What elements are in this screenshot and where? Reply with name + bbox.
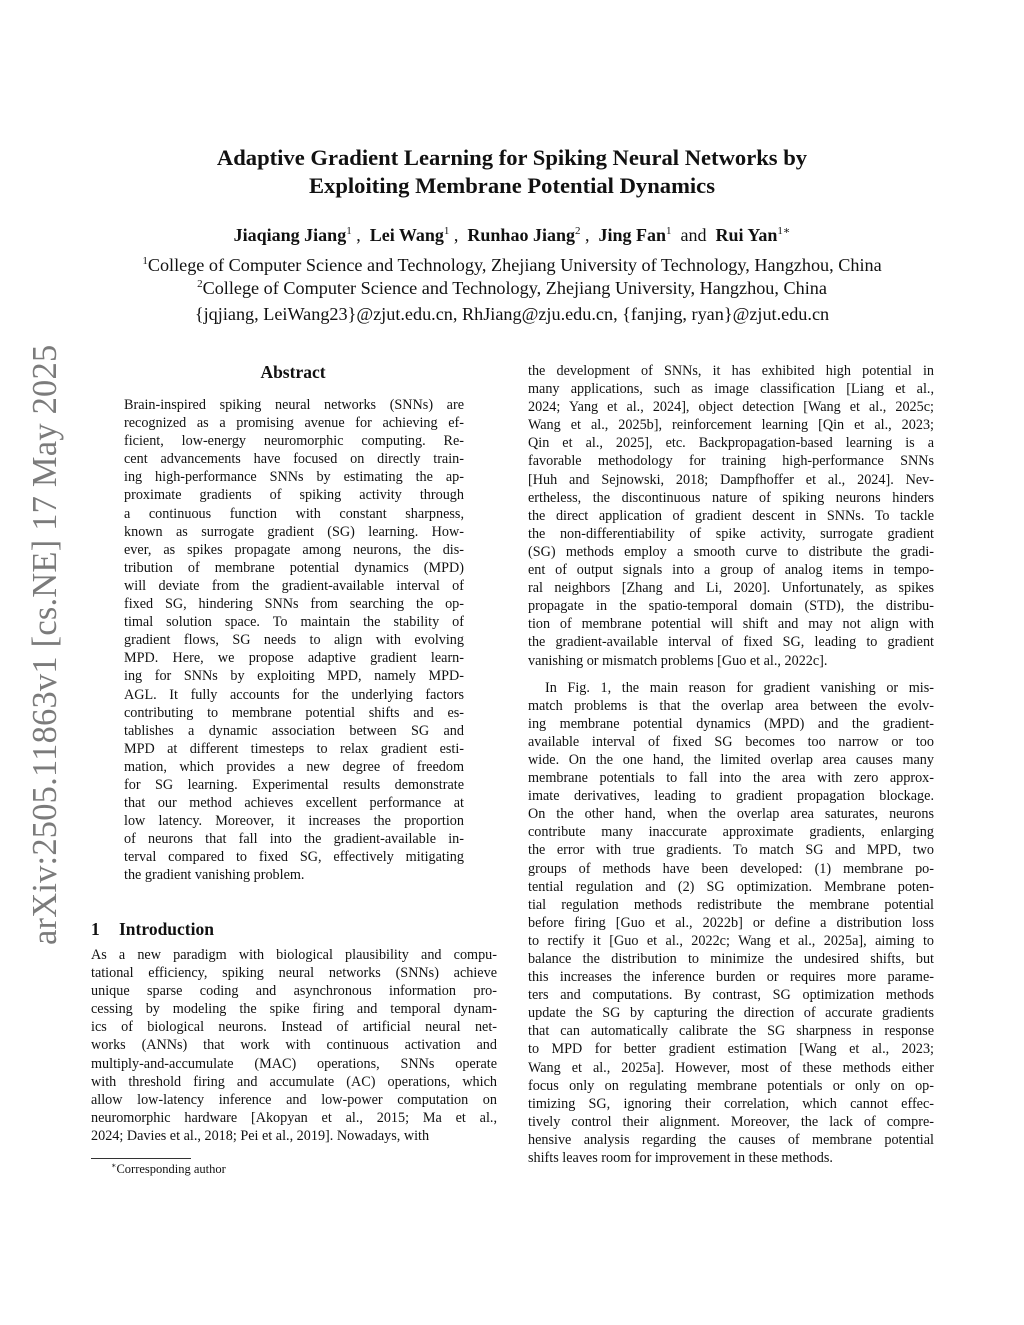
- text-line: Brain-inspired spiking neural networks (SNNs) are: [124, 397, 464, 413]
- text-line: this increases the inference burden or requires more parame-: [528, 969, 934, 986]
- footnote-mark: ∗: [111, 1161, 117, 1170]
- affiliation-mark: 1: [142, 255, 148, 267]
- paper-title: [140, 144, 884, 200]
- affiliation-1: [80, 254, 944, 277]
- text-line: that our method achieves excellent performance at: [124, 795, 464, 812]
- text-line: the development of SNNs, it has exhibited high potential in: [528, 363, 934, 379]
- text-line: gradient flows, SG needs to align with evolving: [124, 632, 464, 649]
- text-line: In Fig. 1, the main reason for gradient vanishing or mis-: [545, 679, 934, 696]
- text-line: MPD at different timesteps to relax gradient esti-: [124, 740, 464, 757]
- text-line: terval compared to fixed SG, effectively mitigating: [124, 849, 464, 866]
- text-line: timal solution space. To maintain the stability of: [124, 614, 464, 631]
- text-line: low latency. Moreover, it increases the proportion: [124, 813, 464, 830]
- author-affiliation-mark: 1: [443, 225, 450, 237]
- text-line: allow low-latency inference and low-power computation on: [91, 1091, 497, 1108]
- text-line: tribution of membrane potential dynamics (MPD): [124, 559, 464, 576]
- section-title: Introduction: [119, 919, 214, 939]
- text-line: before firing [Guo et al., 2022b] or define a distribution loss: [528, 914, 934, 931]
- text-line: On the other hand, when the overlap area saturates, neurons: [528, 806, 934, 823]
- affiliation-text: College of Computer Science and Technology, Zhejiang University of Technology, Hangzhou, China: [147, 255, 882, 275]
- text-line: available interval of fixed SG becomes too narrow or too: [528, 733, 934, 750]
- text-line: of neurons that fall into the gradient-available in-: [124, 831, 464, 848]
- author-name: Lei Wang: [369, 225, 444, 245]
- text-line: AGL. It fully accounts for the underlying factors: [124, 686, 464, 703]
- text-line: ever, as spikes propagate among neurons, the dis-: [124, 541, 464, 558]
- author-name: Jiaqiang Jiang: [233, 225, 347, 245]
- text-line: known as surrogate gradient (SG) learning. How-: [124, 523, 464, 540]
- text-line: to rectify it [Guo et al., 2022c; Wang et al., 2025a], aiming to: [528, 932, 934, 949]
- text-line: many applications, such as image classification [Liang et al.,: [528, 381, 934, 398]
- text-line: ing for SNNs by exploiting MPD, namely MPD-: [124, 668, 464, 685]
- text-line: for SG learning. Experimental results demonstrate: [124, 776, 464, 793]
- text-line: cent advancements have focused on directly train-: [124, 451, 464, 468]
- author-affiliation-mark: 1: [665, 225, 672, 237]
- text-line: [Huh and Sejnowski, 2018; Dampfhoffer et al., 2024]. Nev-: [528, 471, 934, 488]
- text-line: the error with true gradients. To match SG and MPD, two: [528, 842, 934, 859]
- introduction-paragraph: [91, 946, 497, 1145]
- text-line: the gradient-available interval of fixed SG, leading to gradient: [528, 634, 934, 651]
- footnote-text: Corresponding author: [116, 1162, 226, 1176]
- footnote-rule: [91, 1158, 191, 1159]
- text-line: update the SG by capturing the direction of accurate gradients: [528, 1005, 934, 1022]
- text-line: match problems is that the overlap area between the evolv-: [528, 697, 934, 714]
- text-line: the direct application of gradient descent in SNNs. To tackle: [528, 507, 934, 524]
- text-line: Wang et al., 2025b], reinforcement learning [Qin et al., 2023;: [528, 417, 934, 434]
- paper-title-line-2: Exploiting Membrane Potential Dynamics: [308, 173, 716, 198]
- footnote: [111, 1161, 226, 1177]
- author-name: Runhao Jiang: [467, 225, 575, 245]
- author-name: Rui Yan: [715, 225, 778, 245]
- text-line: vanishing or mismatch problems [Guo et al., 2022c].: [528, 652, 828, 669]
- text-line: multiply-and-accumulate (MAC) operations, SNNs operate: [91, 1055, 497, 1072]
- arxiv-identifier-stamp: arXiv:2505.11863v1 [cs.NE] 17 May 2025: [26, 344, 64, 946]
- text-line: Qin et al., 2025], etc. Backpropagation-based learning is a: [528, 435, 934, 452]
- paragraph-spacer: [528, 670, 934, 679]
- text-line: Wang et al., 2025a]. However, most of these methods either: [528, 1059, 934, 1076]
- abstract-heading: Abstract: [260, 362, 326, 382]
- text-line: shifts leaves room for improvement in these methods.: [528, 1150, 833, 1167]
- text-line: ent of output signals into a group of analog items in tempo-: [528, 562, 934, 579]
- text-line: focus only on regulating membrane potentials or only on op-: [528, 1077, 934, 1094]
- text-line: ficient, low-energy neuromorphic computing. Re-: [124, 433, 464, 450]
- text-line: unique sparse coding and asynchronous information pro-: [91, 983, 497, 1000]
- author-affiliation-mark: 2: [574, 225, 581, 237]
- affiliation-2: [80, 277, 944, 300]
- text-line: tion of membrane potential will shift and may not align with: [528, 616, 934, 633]
- text-line: (SG) methods employ a smooth curve to distribute the gradi-: [528, 543, 934, 560]
- text-line: fixed SG, hindering SNNs from searching the op-: [124, 596, 464, 613]
- text-line: 2024; Davies et al., 2018; Pei et al., 2019]. Nowadays, with: [91, 1127, 430, 1144]
- text-line: neuromorphic hardware [Akopyan et al., 2015; Ma et al.,: [91, 1109, 497, 1126]
- text-line: ing membrane potential dynamics (MPD) and the gradient-: [528, 715, 934, 732]
- text-line: ertheless, the discontinuous nature of spiking neurons hinders: [528, 489, 934, 506]
- right-column-paragraph-1: [528, 362, 934, 670]
- section-heading-introduction: [91, 917, 214, 941]
- text-line: proximate gradients of spiking activity through: [124, 487, 464, 504]
- text-line: tial regulation methods redistribute the membrane potential: [528, 896, 934, 913]
- text-line: groups of methods have been developed: (1) membrane po-: [528, 860, 934, 877]
- affiliation-text: College of Computer Science and Technology, Zhejiang University, Hangzhou, China: [202, 278, 827, 298]
- author-affiliation-mark: 1: [346, 225, 352, 237]
- text-line: ral neighbors [Zhang and Li, 2020]. Unfortunately, as spikes: [528, 580, 934, 597]
- text-line: timizing SG, ignoring their correlation, which cannot effec-: [528, 1095, 934, 1112]
- text-line: contributing to membrane potential shifts and es-: [124, 704, 464, 721]
- text-line: the non-differentiability of spike activity, surrogate gradient: [528, 525, 934, 542]
- text-line: cessing by modeling the spike firing and temporal dynam-: [91, 1001, 497, 1018]
- text-line: to MPD for better gradient estimation [Wang et al., 2023;: [528, 1041, 934, 1058]
- text-line: works (ANNs) that work with continuous activation and: [91, 1037, 497, 1054]
- text-line: membrane potentials to fall into the area with zero approx-: [528, 770, 934, 787]
- text-line: tablishes a dynamic association between SG and: [124, 722, 464, 739]
- text-line: hensive analysis regarding the causes of membrane potential: [528, 1131, 934, 1148]
- text-line: favorable methodology for training high-performance SNNs: [528, 453, 934, 470]
- text-line: a continuous function with constant sharpness,: [124, 505, 464, 522]
- text-line: 2024; Yang et al., 2024], object detection [Wang et al., 2025c;: [528, 399, 934, 416]
- text-line: recognized as a promising avenue for achieving ef-: [124, 415, 464, 432]
- abstract-body: [124, 396, 464, 885]
- text-line: with threshold firing and accumulate (AC) operations, which: [91, 1073, 497, 1090]
- text-line: contribute many inaccurate approximate gradients, enlarging: [528, 824, 934, 841]
- text-line: tational efficiency, spiking neural networks (SNNs) achieve: [91, 965, 497, 982]
- text-line: MPD. Here, we propose adaptive gradient learn-: [124, 650, 464, 667]
- text-line: will deviate from the gradient-available interval of: [124, 577, 464, 594]
- author-emails: {jqjiang, LeiWang23}@zjut.edu.cn, RhJiang@zju.edu.cn, {fanjing, ryan}@zjut.edu.cn: [194, 304, 830, 324]
- text-line: wide. On the one hand, the limited overlap area causes many: [528, 751, 934, 768]
- author-affiliation-mark: 1∗: [777, 225, 791, 237]
- right-column-paragraph-2: [528, 679, 934, 1168]
- author-connector: and: [680, 225, 707, 245]
- text-line: propagate in the spatio-temporal domain (STD), the distribu-: [528, 598, 934, 615]
- text-line: ters and computations. By contrast, SG optimization methods: [528, 987, 934, 1004]
- text-line: mation, which provides a new degree of freedom: [124, 758, 464, 775]
- text-line: ics of biological neurons. Instead of artificial neural net-: [91, 1019, 497, 1036]
- text-line: ing high-performance SNNs by estimating the ap-: [124, 469, 464, 486]
- text-line: tively control their alignment. Moreover, the lack of compre-: [528, 1113, 934, 1130]
- text-line: the gradient vanishing problem.: [124, 867, 305, 884]
- right-column-text: [528, 362, 934, 1167]
- section-number: 1: [91, 919, 100, 939]
- text-line: imate derivatives, leading to gradient propagation blockage.: [528, 788, 934, 805]
- paper-title-line-1: Adaptive Gradient Learning for Spiking Neural Networks by: [216, 145, 808, 170]
- text-line: that can automatically calibrate the SG sharpness in response: [528, 1023, 934, 1040]
- author-name: Jing Fan: [598, 225, 666, 245]
- text-line: balance the distribution to minimize the undesired shifts, but: [528, 951, 934, 967]
- text-line: tential regulation and (2) SG optimization. Membrane poten-: [528, 878, 934, 895]
- affiliation-mark: 2: [197, 278, 203, 290]
- author-list: Jiaqiang Jiang$^1$ , Lei Wang$^1$ , Runhao Jiang$^2$ , Jing Fan$^1$ and Rui Yan$^{1∗}$: [233, 225, 791, 245]
- text-line: As a new paradigm with biological plausibility and compu-: [91, 947, 497, 963]
